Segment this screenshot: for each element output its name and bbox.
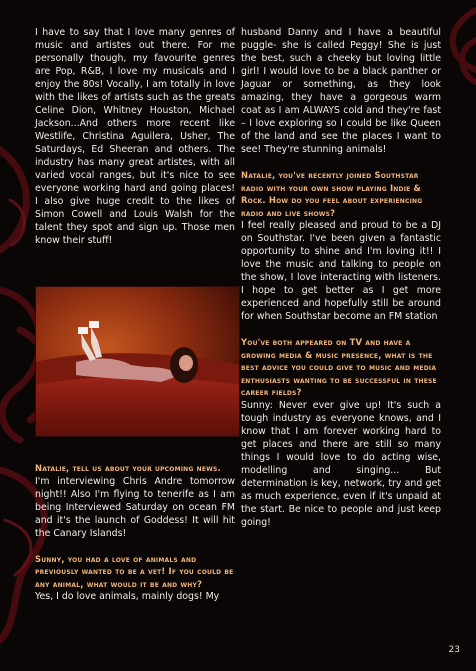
answer-advice: Sunny: Never ever give up! It's such a tough industry as everyone knows, and I know that I am forever working hard to get places and there are still so many things I would love to do acting wise, modelling and singing... But determination is key, network, try and get as much experience, even if it's unpaid at the start. Be nice to people and just keep going! <box>241 399 441 528</box>
answer-radio: I feel really pleased and proud to be a DJ on Southstar. I've been given a fantastic opportunity to shine and I'm loving it!! I love the music and talking to people on the show, I love interacting with listeners. I hope to get better as I get more experienced and hopefully still be around for when Southstar become an FM station <box>241 220 441 322</box>
left-column <box>35 26 235 247</box>
right-column <box>241 26 441 529</box>
answer-animals-continued: husband Danny and I have a beautiful puggle- she is called Peggy! She is just the best, such a cheeky but loving little girl! I would love to be a black panther or Jaguar or something, as they look amazing, they have a gorgeous warm coat as I am ALWAYS cold and they're fast – I love exploring so I could be like Queen of the land and see the places I want to see! They're stunning animals! <box>241 27 441 155</box>
answer-upcoming-news: I'm interviewing Chris Andre tomorrow night!! Also I'm flying to tenerife as I am being Interviewed Saturday on ocean FM and it's the launch of Goddess! It will hit the Canary Islands! <box>35 475 235 539</box>
photo-image <box>36 287 239 436</box>
question-radio: Natalie, you've recently joined Southstar radio with your own show playing Indie & Rock. How do you feel about experiencing radio and live shows? <box>241 170 423 218</box>
question-upcoming-news: Natalie, tell us about your upcoming news. <box>35 463 221 473</box>
page-number: 23 <box>448 645 460 655</box>
left-column-lower <box>35 462 235 603</box>
intro-paragraph: I have to say that I love many genres of music and artistes out there. For me personally though, my favourite genres are Pop, R&B, I love my musicals and I enjoy the 80s! Vocally, I am totally in love with the likes of artists such as the greats Celine Dion, Whitney Houston, Michael Jackson...And others more recent like Westlife, Christina Aguilera, Usher, The Saturdays, Ed Sheeran and others. The industry has many great artistes, with all varied vocal ranges, but it's nice to see everyone working hard and going places! I also give huge credit to the likes of Simon Cowell and Louis Walsh for the talent they spot and sign up. Those men know their stuff! <box>35 27 235 246</box>
question-animals: Sunny, you had a love of animals and previously wanted to be a vet! If you could be any animal, what would it be and why? <box>35 553 234 589</box>
question-advice: You've both appeared on TV and have a growing media & music presence, what is the best advice you could give to music and media enthusiasts wanting to be successful in these career fields? <box>241 337 437 397</box>
answer-animals-start: Yes, I do love animals, mainly dogs! My <box>35 591 220 602</box>
portrait-photo <box>35 286 240 437</box>
